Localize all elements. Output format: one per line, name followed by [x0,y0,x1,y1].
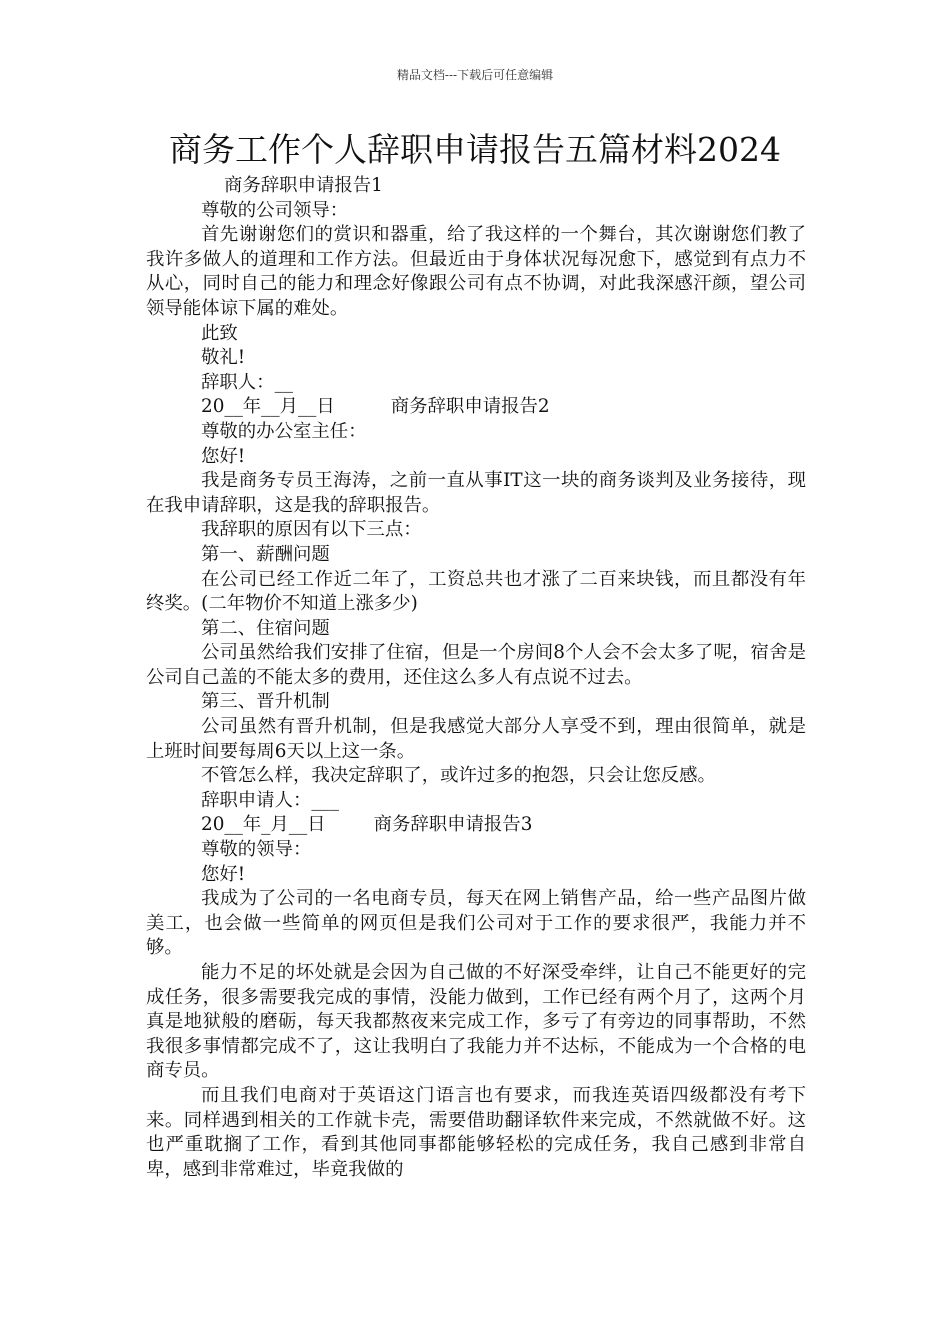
section-3-paragraph-1: 我成为了公司的一名电商专员，每天在网上销售产品，给一些产品图片做美工，也会做一些简单的网页但是我们公司对于工作的要求很严，我能力并不够。 [146,888,806,959]
section-3-paragraph-2: 能力不足的坏处就是会因为自己做的不好深受牵绊，让自己不能更好的完成任务，很多需要我完成的事情，没能力做到，工作已经有两个月了，这两个月真是地狱般的磨砺，每天我都熬夜来完成工作，多亏了有旁边的同事帮助，不然我很多事情都完成不了，这让我明白了我能力并不达标，不能成为一个合格的电商专员。 [146,962,806,1082]
section-3-paragraph-3: 而且我们电商对于英语这门语言也有要求，而我连英语四级都没有考下来。同样遇到相关的工作就卡壳，需要借助翻译软件来完成，不然就做不好。这也严重耽搁了工作，看到其他同事都能够轻松的完成任务，我自己感到非常自卑，感到非常难过，毕竟我做的 [146,1084,806,1180]
section-2-heading: 商务辞职申请报告2 [390,396,550,418]
section-2-date: 20__年_月__日 [201,814,326,836]
reason-1-text: 在公司已经工作近二年了，工资总共也才涨了二百来块钱，而且都没有年终奖。(二年物价不知道上涨多少) [146,568,806,615]
document-title: 商务工作个人辞职申请报告五篇材料2024 [169,130,781,169]
section-2-greeting: 您好! [201,445,246,467]
section-3-heading: 商务辞职申请报告3 [373,814,533,836]
section-2-signer: 辞职申请人：___ [201,789,339,811]
reason-3-text: 公司虽然有晋升机制，但是我感觉大部分人享受不到，理由很简单，就是上班时间要每周6天以上这一条。 [146,716,806,762]
reason-2-title: 第二、住宿问题 [201,617,330,639]
section-1-heading: 商务辞职申请报告1 [224,175,383,196]
section-1-date-line [146,395,806,420]
section-2-paragraph-1: 我是商务专员王海涛，之前一直从事IT这一块的商务谈判及业务接待，现在我申请辞职，这是我的辞职报告。 [146,470,806,516]
document-body [146,174,806,1182]
section-3-salutation: 尊敬的领导： [201,839,312,861]
section-3-greeting: 您好! [201,863,246,885]
header-note: 精品文档---下载后可任意编辑 [396,68,554,82]
section-2-paragraph-2: 我辞职的原因有以下三点： [201,519,422,541]
section-1-date: 20__年__月__日 [201,396,335,418]
section-1-salutation: 尊敬的公司领导： [201,199,349,221]
reason-3-title: 第三、晋升机制 [201,691,330,713]
section-1-signer: 辞职人：__ [201,371,293,393]
section-1-cizhi: 此致 [201,322,238,344]
reason-1-title: 第一、薪酬问题 [201,543,330,565]
section-1-paragraph: 首先谢谢您们的赏识和器重，给了我这样的一个舞台，其次谢谢您们教了我许多做人的道理和工作方法。但最近由于身体状况每况愈下，感觉到有点力不从心，同时自己的能力和理念好像跟公司有点不协调，对此我深感汗颜，望公司领导能体谅下属的难处。 [146,224,806,319]
section-2-salutation: 尊敬的办公室主任： [201,420,367,442]
section-1-jingli: 敬礼! [201,347,246,369]
section-2-date-line [146,813,806,838]
section-2-closing: 不管怎么样，我决定辞职了，或许过多的抱怨，只会让您反感。 [201,765,716,787]
reason-2-text: 公司虽然给我们安排了住宿，但是一个房间8个人会不会太多了呢，宿舍是公司自己盖的不能太多的费用，还住这么多人有点说不过去。 [146,642,806,688]
